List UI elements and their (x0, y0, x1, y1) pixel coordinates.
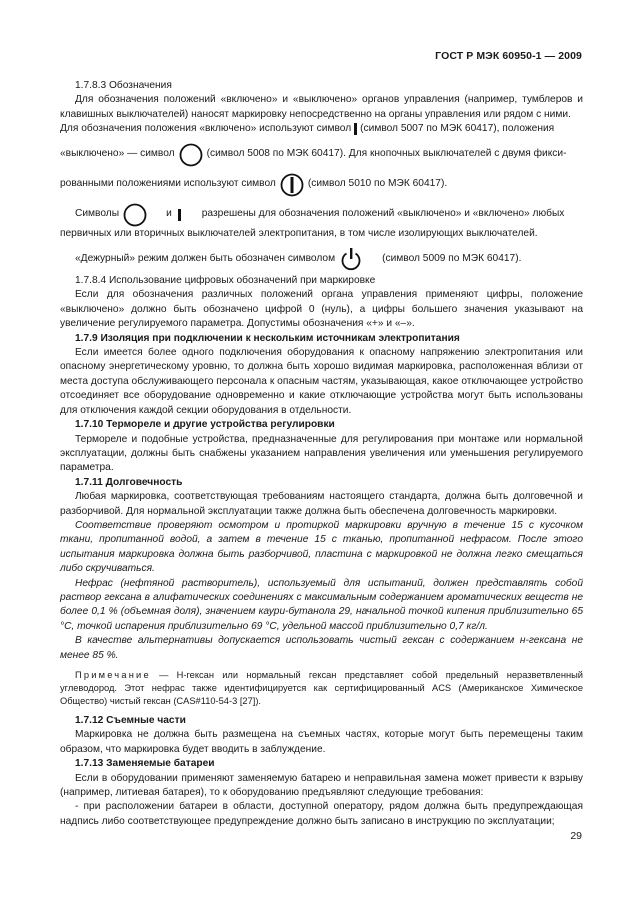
power-on-line-icon (178, 209, 181, 221)
paragraph: Термореле и подобные устройства, предназначенные для регулирования при монтаже или нормальной эксплуатации, должны быть снабжены указанием направления увеличения или уменьшения регулируемого параметра. (60, 433, 583, 474)
paragraph: Маркировка не должна быть размещена на съемных частях, которые могут быть перемещены таким образом, что маркировка будет вводить в заблуждение. (60, 729, 583, 755)
section-heading-1712: 1.7.12 Съемные части (75, 715, 186, 726)
note (60, 669, 583, 708)
note-text: — Н-гексан или нормальный гексан представляет собой предельный неразветвленный углеводород. Этот нефрас также идентифицируется как сертифицированный ACS (Американское Химическое Общество) чистый гексан (CAS#110-54-3 [27]). (60, 670, 583, 706)
paragraph: Для обозначения положений «включено» и «выключено» органов управления (например, тумблеров и клавишных выключателей) наносят маркировку непосредственно на органы управления или рядом с ними. (60, 94, 583, 120)
paragraph: - при расположении батареи в области, доступной оператору, рядом должна быть предупреждающая надпись либо соответствующее предупреждение должно быть записано в инструкцию по эксплуатации; (60, 801, 583, 827)
paragraph-off-symbol: «выключено» — символ (символ 5008 по МЭК 60417). Для кнопочных выключателей с двумя фикси- (60, 143, 583, 167)
paragraph: первичных или вторичных выключателей электропитания, в том числе изолирующих выключателей. (60, 227, 538, 239)
section-heading-1784: 1.7.8.4 Использование цифровых обозначений при маркировке (75, 275, 376, 287)
paragraph-standby-symbol: «Дежурный» режим должен быть обозначен символом (символ 5009 по МЭК 60417). (60, 247, 583, 271)
paragraph-italic: Нефрас (нефтяной растворитель), используемый для испытаний, должен представлять собой раствор гексана в алифатических соединениях с максимальным содержанием ароматических веществ не более 0,1 % (объемная доля), значением каури-бутанола 29, начальной точкой кипения приблизительно 65 °С, точкой испарения приблизительно 69 °С, удельной массой приблизительно 0,7 кг/л. (60, 577, 583, 632)
paragraph-italic: Соответствие проверяют осмотром и протиркой маркировки вручную в течение 15 с кусочком ткани, пропитанной водой, а затем в течение 15 с тканью, пропитанной нефрасом. После этого испытания маркировка должна быть разборчивой, пластина с маркировкой не должна легко смещаться либо скручиваться. (60, 519, 583, 575)
section-heading-179: 1.7.9 Изоляция при подключении к нескольким источникам электропитания (75, 332, 460, 344)
main-content (60, 79, 583, 829)
paragraph: Если для обозначения различных положений органа управления применяют цифры, положение «выключено» должно быть обозначено цифрой 0 (нуль), а цифры большего значения указывают на увеличение регулируемого параметра. Допустимы обозначения «+» и «–». (60, 289, 583, 330)
standby-power-icon (339, 247, 363, 271)
standard-header: ГОСТ Р МЭК 60950-1 — 2009 (435, 50, 582, 62)
paragraph-symbols: Символы и разрешены для обозначения положений «выключено» и «включено» любых (60, 203, 583, 227)
section-heading-1710: 1.7.10 Термореле и другие устройства регулировки (75, 419, 335, 431)
push-push-icon (280, 173, 304, 197)
paragraph: Если в оборудовании применяют заменяемую батарею и неправильная замена может привести к взрыву (например, литиевая батарея), то к оборудованию предъявляют следующие требования: (60, 772, 583, 799)
paragraph: Любая маркировка, соответствующая требованиям настоящего стандарта, должна быть долговечной и разборчивой. Для нормальной эксплуатации также должна быть обеспечена долговечность маркировки. (60, 491, 583, 517)
power-on-line-icon (354, 123, 357, 135)
power-off-circle-icon (179, 143, 203, 167)
paragraph-on-symbol: Для обозначения положения «включено» используют символ (символ 5007 по МЭК 60417), положения (60, 123, 555, 135)
note-label: Примечание (75, 670, 151, 680)
paragraph-pushpush-symbol: рованными положениями используют символ (символ 5010 по МЭК 60417). (60, 173, 583, 197)
section-heading-1711: 1.7.11 Долговечность (75, 476, 183, 488)
section-heading-1783: 1.7.8.3 Обозначения (75, 80, 172, 91)
power-off-circle-icon (123, 203, 147, 227)
section-heading-1713: 1.7.13 Заменяемые батареи (75, 758, 215, 770)
paragraph-italic: В качестве альтернативы допускается использовать чистый гексан с содержанием н-гексана не менее 85 %. (60, 635, 583, 661)
paragraph: Если имеется более одного подключения оборудования к опасному напряжению электропитания или опасному энергетическому уровню, то должна быть хорошо видимая маркировка, расположенная вблизи от места доступа обслуживающего персонала к опасным частям, указывающая, какое отключающее устройство отсоединяет все оборудование одновременно и какие отключающие устройства могут быть использованы для отключения каждой секции оборудования в отдельности. (60, 347, 583, 416)
page-number: 29 (570, 830, 582, 842)
